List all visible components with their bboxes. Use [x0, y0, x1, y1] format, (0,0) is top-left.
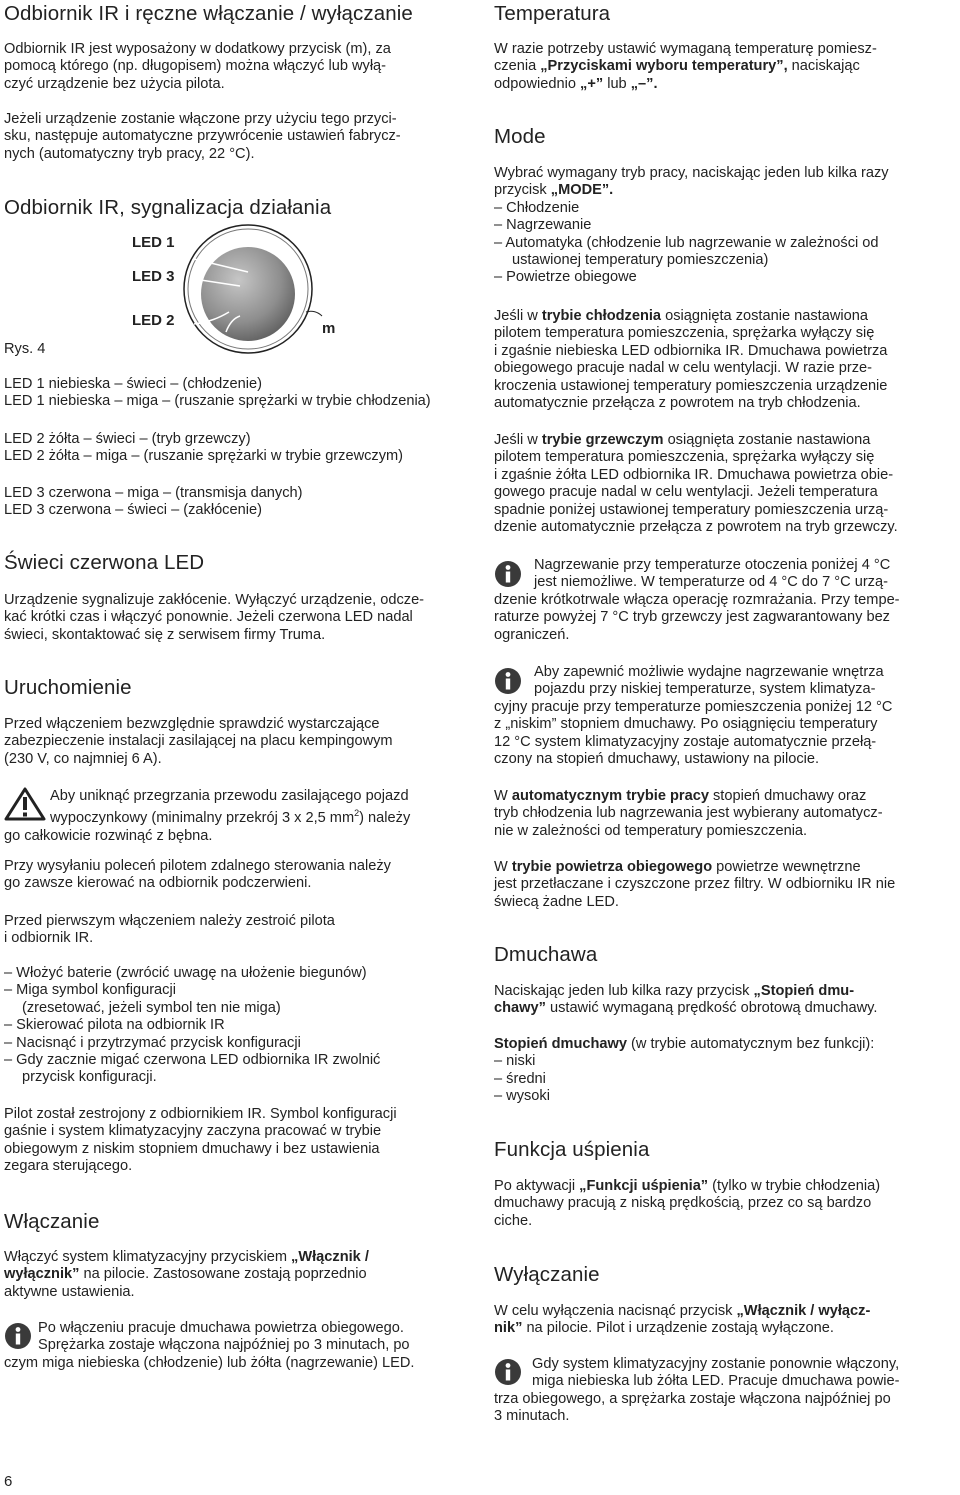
switch-on-info-note: Po włączeniu pracuje dmuchawa powietrza obiegowego. Sprężarka zostaje włączona najpóźniej po 3 minutach, po czym miga niebieska (chłodzenie) lub żółta (nagrzewanie) LED. — [4, 1320, 415, 1371]
led2-states: LED 2 żółta – świeci – (tryb grzewczy) LED 2 żółta – miga – (ruszanie sprężarki w trybie grzewczym) — [4, 431, 404, 465]
list-item: – średni — [494, 1070, 546, 1087]
info-icon — [494, 667, 522, 695]
fan-levels: Stopień dmuchawy (w trybie automatycznym bez funkcji): – niski – średni – wysoki — [494, 1036, 956, 1106]
list-item: – wysoki — [494, 1088, 550, 1105]
heating-paragraph: Jeśli w trybie grzewczym osiągnięta zostanie nastawiona pilotem temperatura pomieszczenia, sprężarka wyłączy się i zgaśnie żółta LED odbiornika IR. Dmuchawa powietrza obie- gowego pracuje nadal w celu wentylacji. Jeżeli temperatura spadnie poniżej ustawionej temperatury pomieszczenia urzą- dzenie automatycznie przełącza z powrotem na tryb grzewczy. — [494, 432, 898, 536]
led1-states: LED 1 niebieska – świeci – (chłodzenie) LED 1 niebieska – miga – (ruszanie sprężarki w trybie chłodzenia) — [4, 376, 431, 410]
info-icon — [494, 1358, 522, 1386]
led3-label: LED 3 — [132, 268, 175, 285]
startup-paragraph-2: Przy wysyłaniu poleceń pilotem zdalnego sterowania należy go zawsze kierować na odbiornik podczerwieni. — [4, 858, 391, 892]
ir-receiver-figure — [4, 224, 364, 364]
red-led-heading: Świeci czerwona LED — [4, 551, 205, 574]
sleep-function-paragraph: Po aktywacji „Funkcji uśpienia” (tylko w trybie chłodzenia) dmuchawy pracują z niską prędkością, przez co są bardzo ciche. — [494, 1178, 881, 1229]
mode-heading: Mode — [494, 125, 546, 148]
startup-paragraph-3: Przed pierwszym włączeniem należy zestroić pilota i odbiornik IR. — [4, 913, 335, 947]
figure-caption: Rys. 4 — [4, 341, 46, 357]
switch-off-paragraph: W celu wyłączenia nacisnąć przycisk „Włącznik / wyłącz- nik” na pilocie. Pilot i urządzenie zostają wyłączone. — [494, 1303, 871, 1337]
ir-signaling-heading: Odbiornik IR, sygnalizacja działania — [4, 196, 332, 219]
startup-paragraph-1: Przed włączeniem bezwzględnie sprawdzić wystarczające zabezpieczenie instalacji zasilającej na placu kempingowym (230 V, co najmniej 6 A). — [4, 716, 393, 767]
list-item: – Włożyć baterie (zwrócić uwagę na ułożenie biegunów) — [4, 965, 367, 981]
list-item: – niski — [494, 1053, 536, 1070]
temperature-paragraph: W razie potrzeby ustawić wymaganą temperaturę pomiesz- czenia „Przyciskami wyboru temperatury”, naciskając odpowiednio „+” lub „–”. — [494, 41, 877, 92]
list-item: – Nacisnąć i przytrzymać przycisk konfiguracji — [4, 1034, 301, 1051]
warning-triangle-icon — [4, 787, 46, 821]
sleep-function-heading: Funkcja uśpienia — [494, 1138, 650, 1161]
switch-on-heading: Włączanie — [4, 1210, 100, 1233]
temperature-heading: Temperatura — [494, 2, 611, 25]
list-item: – Gdy zacznie migać czerwona LED odbiornika IR zwolnić — [4, 1052, 381, 1069]
circulation-paragraph: W trybie powietrza obiegowego powietrze wewnętrzne jest przetłaczane i czyszczone przez filtry. W odbiorniku IR nie świecą żadne LED. — [494, 859, 896, 910]
startup-heading: Uruchomienie — [4, 676, 132, 699]
low-temp-info-note: Aby zapewnić możliwie wydajne nagrzewanie wnętrza pojazdu przy niskiej temperaturze, system klimatyza- cyjny pracuje przy temperaturze pomieszczenia poniżej 12 °C z „niskim” stopniem dmuchawy. Po osiągnięciu temperatury 12 °C system klimatyzacyjny zostaje automatycznie przełą- czony na stopień dmuchawy, ustawiony na pilocie. — [494, 664, 893, 768]
startup-paragraph-4: Pilot został zestrojony z odbiornikiem IR. Symbol konfiguracji gaśnie i system klimatyzacyjny zaczyna pracować w trybie obiegowym z niskim stopniem dmuchawy i bez ustawienia zegara sterującego. — [4, 1106, 397, 1175]
led1-label: LED 1 — [132, 234, 175, 251]
pairing-steps-list: – Włożyć baterie (zwrócić uwagę na ułożenie biegunów) – Miga symbol konfiguracji (zresetować, jeżeli symbol ten nie miga) – Skierować pilota na odbiornik IR – Nacisnąć i przytrzymać przycisk konfiguracji – Gdy zacznie migać czerwona LED odbiornika IR zwolnić przycisk konfiguracji. — [4, 965, 470, 1087]
receiver-dome — [201, 247, 295, 341]
list-item: – Chłodzenie — [494, 199, 580, 216]
heating-info-note: Nagrzewanie przy temperaturze otoczenia poniżej 4 °C jest niemożliwe. W temperaturze od 4 °C do 7 °C urzą- dzenie krótkotrwale włącza operację rozmrażania. Przy tempe- raturze powyżej 7 °C tryb grzewczy jest zagwarantowany bez ograniczeń. — [494, 557, 900, 643]
switch-off-info-note: Gdy system klimatyzacyjny zostanie ponownie włączony, miga niebieska lub żółta LED. Pracuje dmuchawa powie- trza obiegowego, a sprężarka zostaje włączona najpóźniej po 3 minutach. — [494, 1356, 900, 1425]
ir-intro-paragraph: Odbiornik IR jest wyposażony w dodatkowy przycisk (m), za pomocą którego (np. długopisem) można włączyć lub wyłą- czyć urządzenie bez użycia pilota. — [4, 41, 391, 92]
list-item: – Powietrze obiegowe — [494, 269, 637, 286]
fan-paragraph: Naciskając jeden lub kilka razy przycisk „Stopień dmu- chawy” ustawić wymaganą prędkość obrotową dmuchawy. — [494, 983, 878, 1017]
auto-mode-paragraph: W automatycznym trybie pracy stopień dmuchawy oraz tryb chłodzenia lub nagrzewania jest wybierany automatycz- nie w zależności od temperatury pomieszczenia. — [494, 788, 883, 839]
cooling-paragraph: Jeśli w trybie chłodzenia osiągnięta zostanie nastawiona pilotem temperatura pomieszczenia, sprężarka wyłączy się i zgaśnie niebieska LED odbiornika IR. Dmuchawa powietrza obiegowego pracuje nadal w celu wentylacji. W razie prze- kroczenia ustawionej temperatury pomieszczenia urządzenie automatycznie przełącza z powrotem na tryb chłodzenia. — [494, 308, 888, 412]
m-button-label: m — [322, 320, 336, 337]
red-led-paragraph: Urządzenie sygnalizuje zakłócenie. Wyłączyć urządzenie, odcze- kać krótki czas i włączyć ponownie. Jeżeli czerwona LED nadal świeci, skontaktować się z serwisem firmy Truma. — [4, 592, 425, 643]
fan-heading: Dmuchawa — [494, 943, 598, 966]
list-item: – Automatyka (chłodzenie lub nagrzewanie w zależności od — [494, 234, 879, 251]
ir-reset-paragraph: Jeżeli urządzenie zostanie włączone przy użyciu tego przyci- sku, następuje automatyczne przywrócenie ustawień fabrycz- nych (automatyczny tryb pracy, 22 °C). — [4, 111, 401, 162]
switch-on-paragraph: Włączyć system klimatyzacyjny przyciskiem „Włącznik / wyłącznik” na pilocie. Zastosowane zostają poprzednio aktywne ustawienia. — [4, 1249, 369, 1300]
ir-receiver-diagram — [4, 224, 364, 364]
info-icon — [4, 1322, 32, 1350]
led2-label: LED 2 — [132, 312, 175, 329]
warning-note: Aby uniknąć przegrzania przewodu zasilającego pojazd wypoczynkowy (minimalny przekrój 3 x 2,5 $mm^2$) należy go całkowicie rozwinąć z bębna. — [4, 788, 411, 844]
list-item: – Nagrzewanie — [494, 217, 592, 234]
led3-states: LED 3 czerwona – miga – (transmisja danych) LED 3 czerwona – świeci – (zakłócenie) — [4, 485, 303, 519]
list-item: – Miga symbol konfiguracji — [4, 982, 176, 999]
page-number: 6 — [4, 1473, 13, 1490]
info-icon — [494, 560, 522, 588]
mode-paragraph: Wybrać wymagany tryb pracy, naciskając jeden lub kilka razy przycisk „MODE”. – Chłodzenie – Nagrzewanie – Automatyka (chłodzenie lub nagrzewanie w zależności od ustawionej temperatury pomieszczenia) – Powietrze obiegowe — [494, 165, 956, 287]
switch-off-heading: Wyłączanie — [494, 1263, 600, 1286]
list-item: – Skierować pilota na odbiornik IR — [4, 1017, 225, 1034]
ir-receiver-heading: Odbiornik IR i ręczne włączanie / wyłączanie — [4, 2, 413, 25]
